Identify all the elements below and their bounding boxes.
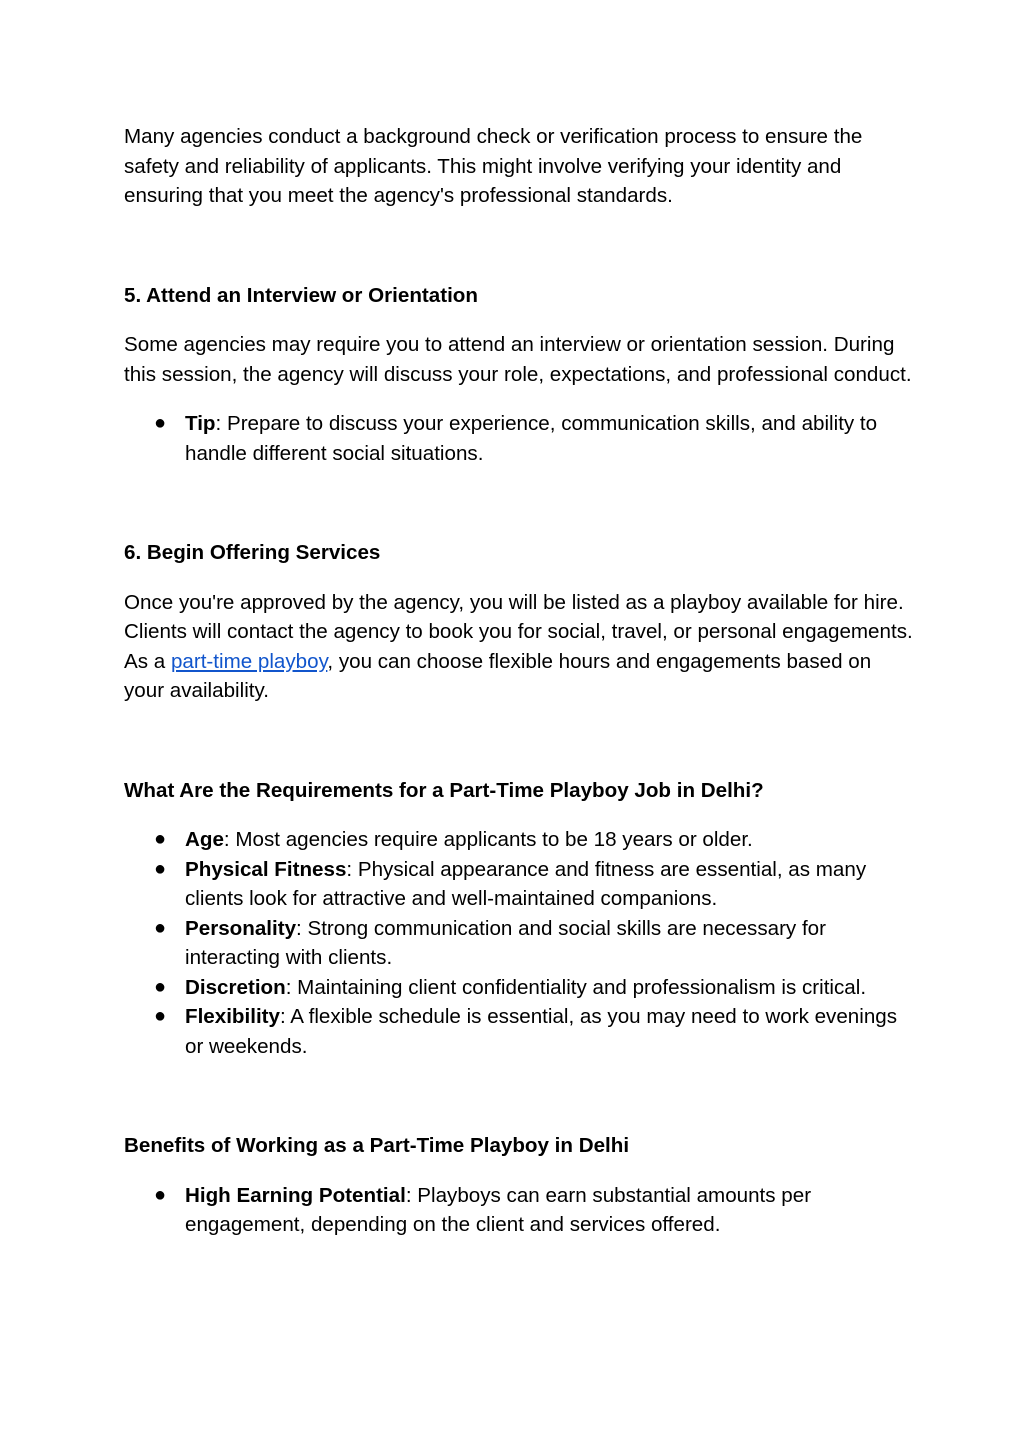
bullet-icon: ● [154, 916, 167, 939]
bullet-icon: ● [154, 857, 167, 880]
list-item-term: Tip [185, 412, 216, 435]
list-item [154, 409, 914, 468]
section-5-tip-list [124, 409, 914, 468]
list-item [154, 825, 914, 855]
list-item-term: High Earning Potential [185, 1183, 406, 1207]
list-item-term: Flexibility [185, 1005, 280, 1028]
list-item-term: Age [185, 828, 224, 851]
list-item [154, 1002, 914, 1061]
intro-paragraph: Many agencies conduct a background check or verification process to ensure the safety and reliability of applicants. This might involve verifying your identity and ensuring that you meet the agency's professional standards. [124, 125, 863, 207]
benefits-list [124, 1181, 914, 1240]
list-item-text: : Strong communication and social skills are necessary for interacting with clients. [185, 916, 826, 969]
list-item-term: Discretion [185, 975, 286, 999]
list-item-text: : Most agencies require applicants to be 18 years or older. [223, 828, 753, 851]
bullet-icon: ● [154, 412, 167, 434]
list-item-term: Personality [185, 916, 297, 940]
list-item-text: : A flexible schedule is essential, as you may need to work evenings or weekends. [185, 1005, 898, 1058]
list-item-text: : Maintaining client confidentiality and professionalism is critical. [285, 975, 867, 999]
bullet-icon: ● [154, 1183, 167, 1206]
section-5-heading: 5. Attend an Interview or Orientation [124, 283, 478, 307]
list-item-text: : Playboys can earn substantial amounts per engagement, depending on the client and services offered. [185, 1183, 812, 1236]
bullet-icon: ● [154, 975, 167, 998]
list-item [154, 855, 914, 914]
section-6-text-before-link: Once you're approved by the agency, you will be listed as a playboy available for hire. Clients will contact the agency to book you for social, travel, or personal engagements. As a [124, 590, 913, 673]
bullet-icon: ● [154, 1005, 167, 1027]
list-item [154, 1181, 914, 1240]
section-5-paragraph: Some agencies may require you to attend an interview or orientation session. During this session, the agency will discuss your role, expectations, and professional conduct. [124, 333, 912, 386]
bullet-icon: ● [154, 828, 167, 850]
document-page [124, 122, 914, 1240]
list-item [154, 914, 914, 973]
requirements-list [124, 825, 914, 1061]
list-item-text: : Prepare to discuss your experience, communication skills, and ability to handle different social situations. [185, 412, 878, 465]
list-item-term: Physical Fitness [185, 857, 347, 881]
section-6-paragraph [124, 588, 914, 706]
section-6-heading: 6. Begin Offering Services [124, 541, 381, 564]
list-item [154, 973, 914, 1003]
requirements-heading: What Are the Requirements for a Part-Time Playboy Job in Delhi? [124, 778, 764, 802]
list-item-text: : Physical appearance and fitness are essential, as many clients look for attractive and well-maintained companions. [185, 857, 867, 910]
section-6-text-after-link: , you can choose flexible hours and engagements based on your availability. [124, 649, 872, 702]
benefits-heading: Benefits of Working as a Part-Time Playboy in Delhi [124, 1134, 630, 1157]
part-time-playboy-link[interactable]: part-time playboy [170, 649, 328, 673]
